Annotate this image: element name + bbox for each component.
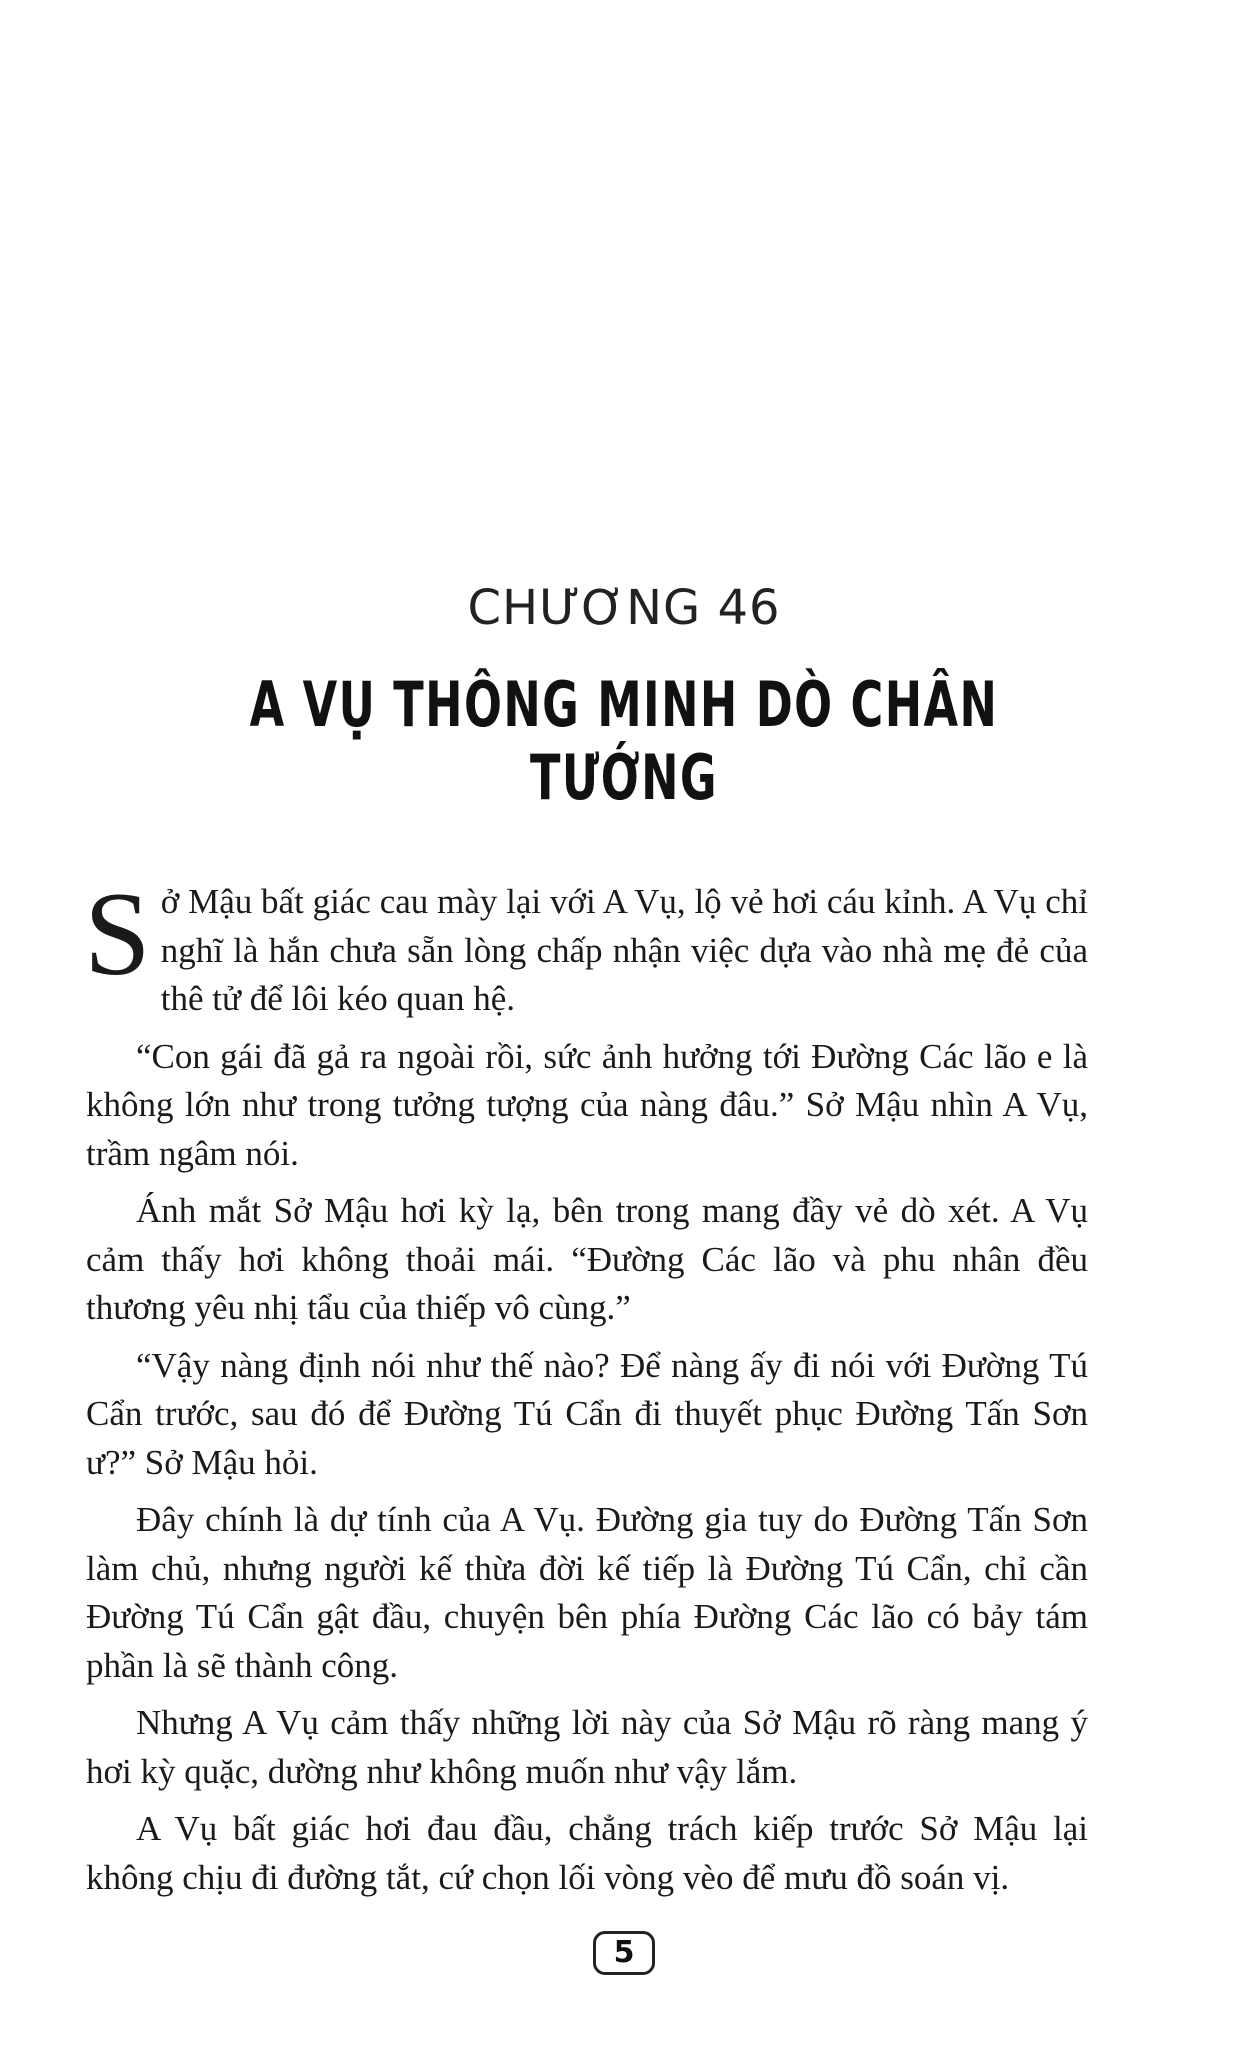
page-number: 5 (593, 1931, 656, 1975)
drop-cap: S (84, 867, 151, 1000)
paragraph-3: Ánh mắt Sở Mậu hơi kỳ lạ, bên trong mang đầy vẻ dò xét. A Vụ cảm thấy hơi không thoải mái. “Đường Các lão và phu nhân đều thương yêu nhị tẩu của thiếp vô cùng.” (86, 1191, 1088, 1327)
paragraph-4: “Vậy nàng định nói như thế nào? Để nàng ấy đi nói với Đường Tú Cẩn trước, sau đó để Đường Tú Cẩn đi thuyết phục Đường Tấn Sơn ư?” Sở Mậu hỏi. (86, 1345, 1088, 1482)
paragraph-6: Nhưng A Vụ cảm thấy những lời này của Sở Mậu rõ ràng mang ý hơi kỳ quặc, dường như không muốn như vậy lắm. (86, 1703, 1088, 1791)
paragraph-1 (84, 867, 1088, 1024)
page-footer (0, 1931, 1248, 1975)
paragraph-7: A Vụ bất giác hơi đau đầu, chẳng trách kiếp trước Sở Mậu lại không chịu đi đường tắt, cứ chọn lối vòng vèo để mưu đồ soán vị. (86, 1809, 1088, 1897)
body-text (84, 867, 1088, 1911)
chapter-number: CHƯƠNG 46 (467, 580, 781, 636)
paragraph-2: “Con gái đã gả ra ngoài rồi, sức ảnh hưởng tới Đường Các lão e là không lớn như trong tưởng tượng của nàng đâu.” Sở Mậu nhìn A Vụ, trầm ngâm nói. (86, 1036, 1088, 1173)
paragraph-5: Đây chính là dự tính của A Vụ. Đường gia tuy do Đường Tấn Sơn làm chủ, nhưng người kế thừa đời kế tiếp là Đường Tú Cẩn, chỉ cần Đường Tú Cẩn gật đầu, chuyện bên phía Đường Các lão có bảy tám phần là sẽ thành công. (86, 1500, 1088, 1685)
chapter-title: A VỤ THÔNG MINH DÒ CHÂN TƯỚNG (249, 668, 999, 814)
paragraph-1-text: ở Mậu bất giác cau mày lại với A Vụ, lộ vẻ hơi cáu kỉnh. A Vụ chỉ nghĩ là hắn chưa sẵn lòng chấp nhận việc dựa vào nhà mẹ đẻ của thê tử để lôi kéo quan hệ. (160, 882, 1088, 1018)
